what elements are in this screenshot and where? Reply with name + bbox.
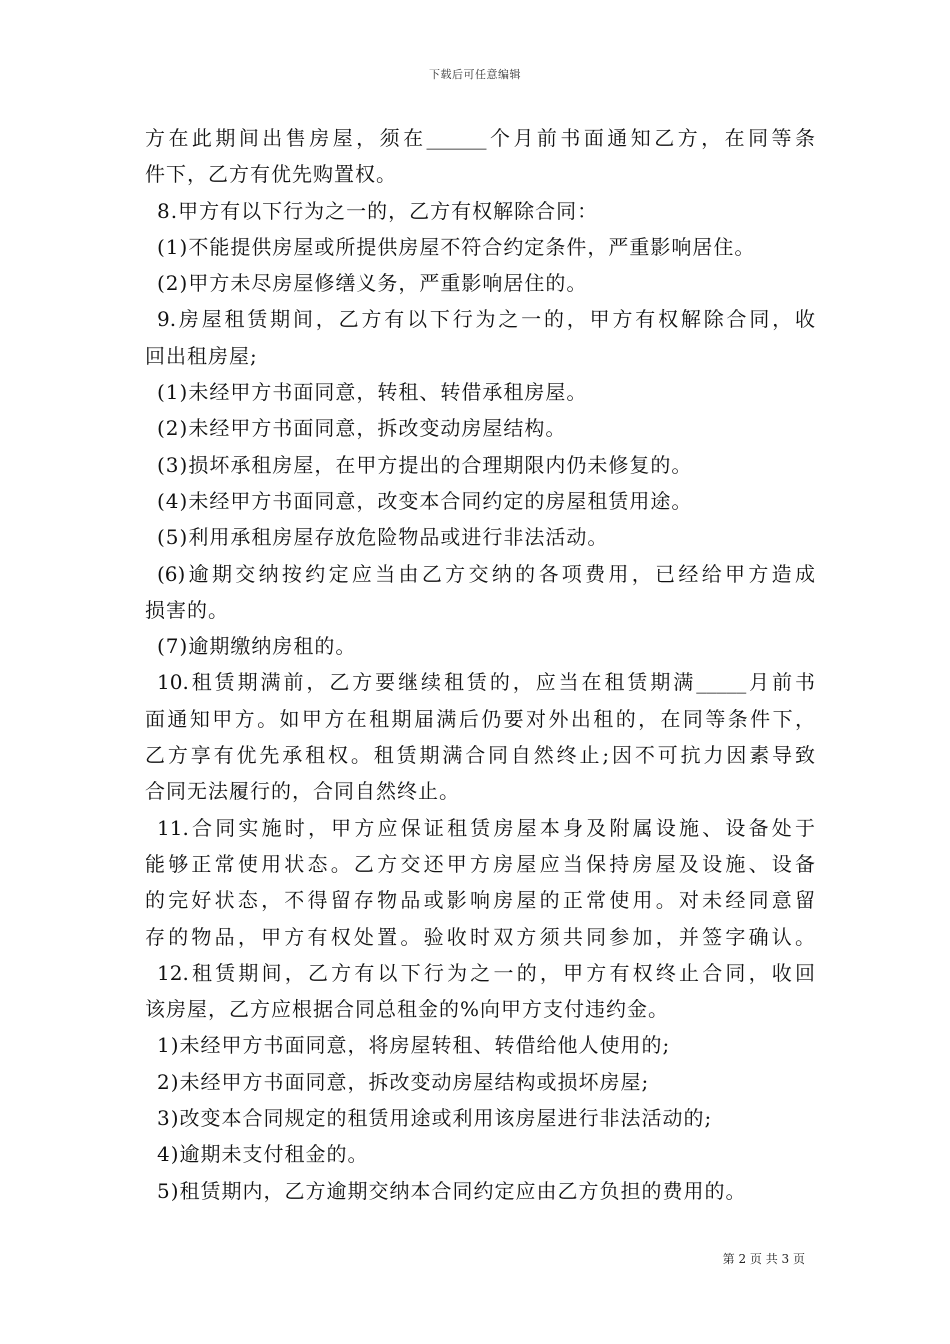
- paragraph-line: 的完好状态，不得留存物品或影响房屋的正常使用。对未经同意留: [145, 888, 815, 913]
- paragraph-line: 件下，乙方有优先购置权。: [145, 162, 397, 187]
- paragraph-line: 损害的。: [145, 597, 229, 622]
- clause-heading: 11.合同实施时，甲方应保证租赁房屋本身及附属设施、设备处于: [157, 815, 815, 840]
- list-item: 5)租赁期内，乙方逾期交纳本合同约定应由乙方负担的费用的。: [157, 1178, 747, 1203]
- paragraph-line: 方在此期间出售房屋，须在______个月前书面通知乙方，在同等条: [145, 126, 815, 150]
- list-item: (4)未经甲方书面同意，改变本合同约定的房屋租赁用途。: [157, 488, 693, 513]
- page-number: 第 2 页 共 3 页: [722, 1252, 805, 1266]
- list-item: (3)损坏承租房屋，在甲方提出的合理期限内仍未修复的。: [157, 452, 693, 477]
- list-item: 4)逾期未支付租金的。: [157, 1142, 369, 1167]
- paragraph-line: 存的物品，甲方有权处置。验收时双方须共同参加，并签字确认。: [145, 924, 815, 949]
- list-item: (6)逾期交纳按约定应当由乙方交纳的各项费用，已经给甲方造成: [157, 561, 815, 586]
- list-item: (2)未经甲方书面同意，拆改变动房屋结构。: [157, 416, 567, 441]
- clause-heading: 10.租赁期满前，乙方要继续租赁的，应当在租赁期满_____月前书: [157, 670, 815, 695]
- paragraph-line: 能够正常使用状态。乙方交还甲方房屋应当保持房屋及设施、设备: [145, 851, 815, 876]
- list-item: 2)未经甲方书面同意，拆改变动房屋结构或损坏房屋;: [157, 1069, 650, 1094]
- paragraph-line: 该房屋，乙方应根据合同总租金的%向甲方支付违约金。: [145, 997, 670, 1022]
- list-item: 3)改变本合同规定的租赁用途或利用该房屋进行非法活动的;: [157, 1106, 713, 1131]
- list-item: (1)不能提供房屋或所提供房屋不符合约定条件，严重影响居住。: [157, 234, 756, 259]
- list-item: (1)未经甲方书面同意，转租、转借承租房屋。: [157, 380, 588, 405]
- document-body: [145, 120, 815, 1209]
- list-item: 1)未经甲方书面同意，将房屋转租、转借给他人使用的;: [157, 1033, 671, 1058]
- paragraph-line: 合同无法履行的，合同自然终止。: [145, 779, 460, 804]
- list-item: (2)甲方未尽房屋修缮义务，严重影响居住的。: [157, 271, 588, 296]
- page-header: 下载后可任意编辑: [429, 68, 521, 81]
- paragraph-line: 面通知甲方。如甲方在租期届满后仍要对外出租的，在同等条件下，: [145, 706, 815, 731]
- list-item: (5)利用承租房屋存放危险物品或进行非法活动。: [157, 525, 609, 550]
- clause-heading: 12.租赁期间，乙方有以下行为之一的，甲方有权终止合同，收回: [157, 960, 815, 985]
- paragraph-line: 回出租房屋;: [145, 343, 258, 368]
- paragraph-line: 乙方享有优先承租权。租赁期满合同自然终止;因不可抗力因素导致: [145, 743, 815, 768]
- clause-heading: 8.甲方有以下行为之一的，乙方有权解除合同：: [157, 198, 599, 223]
- list-item: (7)逾期缴纳房租的。: [157, 634, 357, 659]
- clause-heading: 9.房屋租赁期间，乙方有以下行为之一的，甲方有权解除合同，收: [157, 307, 815, 332]
